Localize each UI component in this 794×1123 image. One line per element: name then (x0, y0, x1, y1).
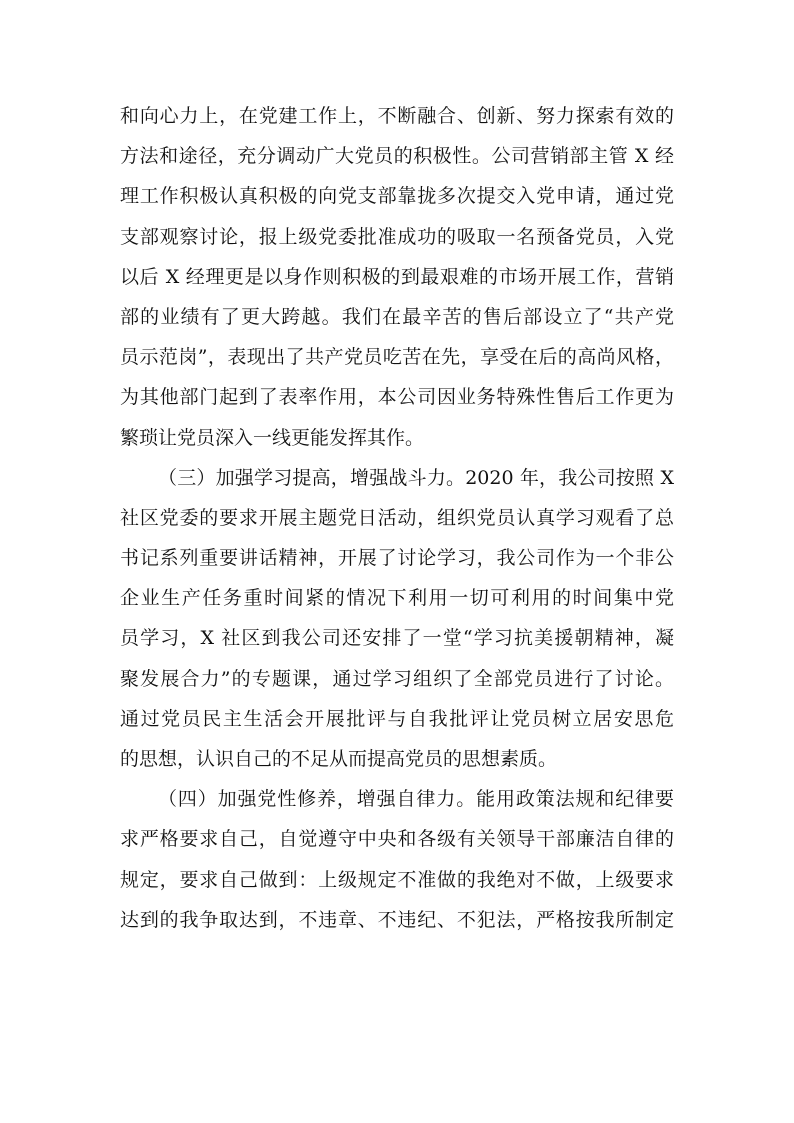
text-line: 的思想，认识自己的不足从而提高党员的思想素质。 (120, 748, 558, 770)
text-line: 企业生产任务重时间紧的情况下利用一切可利用的时间集中党 (120, 587, 674, 610)
text-line: 为其他部门起到了表率作用，本公司因业务特殊性售后工作更为 (120, 386, 674, 409)
text-line: 和向心力上，在党建工作上，不断融合、创新、努力探索有效的 (120, 105, 674, 127)
text-line: 以后 X 经理更是以身作则积极的到最艰难的市场开展工作，营销 (120, 265, 674, 288)
text-line: 繁琐让党员深入一线更能发挥其作。 (120, 426, 425, 449)
text-line: 方法和途径，充分调动广大党员的积极性。公司营销部主管 X 经 (120, 145, 674, 168)
text-line: 部的业绩有了更大跨越。我们在最辛苦的售后部设立了“共产党 (120, 305, 674, 328)
text-line: 支部观察讨论，报上级党委批准成功的吸取一名预备党员，入党 (120, 225, 674, 248)
text-line: 书记系列重要讲话精神，开展了讨论学习，我公司作为一个非公 (120, 547, 674, 570)
text-line: 规定，要求自己做到：上级规定不准做的我绝对不做，上级要求 (120, 868, 674, 891)
text-line: 通过党员民主生活会开展批评与自我批评让党员树立居安思危 (120, 707, 674, 730)
text-line: 达到的我争取达到，不违章、不违纪、不犯法，严格按我所制定 (120, 908, 674, 931)
text-line: 员示范岗”，表现出了共产党员吃苦在先，享受在后的高尚风格， (120, 346, 674, 369)
paragraph-1 (120, 96, 674, 458)
text-line: 理工作积极认真积极的向党支部靠拢多次提交入党申请，通过党 (120, 185, 674, 208)
document-body (120, 96, 674, 940)
text-line: （四）加强党性修养，增强自律力。能用政策法规和纪律要 (158, 788, 674, 811)
paragraph-2 (120, 458, 674, 780)
text-line: 求严格要求自己，自觉遵守中央和各级有关领导干部廉洁自律的 (120, 828, 674, 851)
text-line: 社区党委的要求开展主题党日活动，组织党员认真学习观看了总 (120, 506, 674, 529)
paragraph-3 (120, 779, 674, 940)
text-line: 聚发展合力”的专题课，通过学习组织了全部党员进行了讨论。 (120, 667, 674, 690)
text-line: （三）加强学习提高，增强战斗力。2020 年，我公司按照 X (158, 466, 674, 489)
text-line: 员学习，X 社区到我公司还安排了一堂“学习抗美援朝精神，凝 (120, 627, 674, 650)
